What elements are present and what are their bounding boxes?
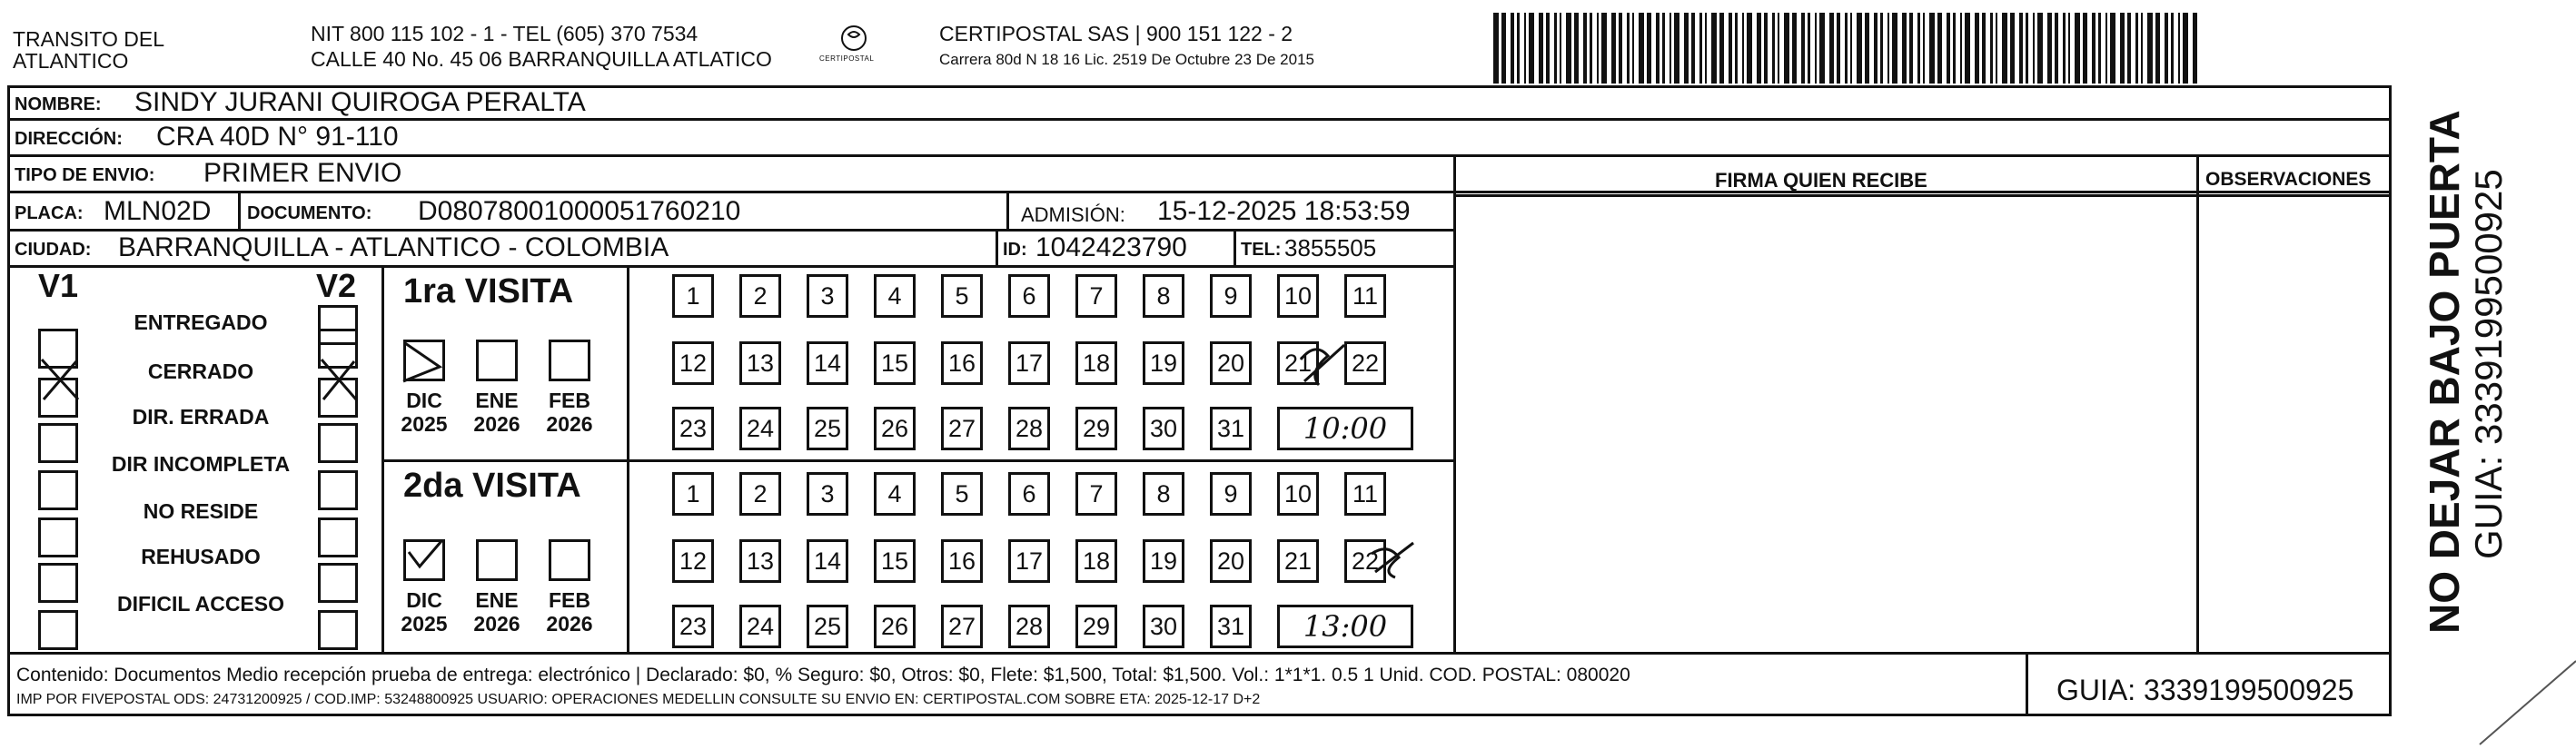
second-day-box[interactable]: 7 [1075,472,1117,516]
first-day-box[interactable]: 30 [1143,407,1184,450]
tipo-envio-label: TIPO DE ENVIO: [15,165,155,185]
footer-imp: IMP POR FIVEPOSTAL ODS: 24731200925 / COD.IMP: 53248800925 USUARIO: OPERACIONES MEDELLIN CONSULTE SU ENVIO EN: CERTIPOSTAL.COM SOBRE ETA: 2025-12-17 D+2 [16,692,1261,707]
placa-value: MLN02D [104,196,212,226]
first-day-box[interactable]: 15 [874,341,916,385]
second-day-box[interactable]: 16 [941,539,983,583]
first-day-box[interactable]: 27 [941,407,983,450]
first-month-label: ENE [475,389,519,412]
second-month-label: FEB [549,588,590,612]
first-day-box[interactable]: 23 [672,407,714,450]
first-day-box[interactable]: 4 [874,274,916,318]
status-label: NO RESIDE [143,499,259,523]
first-day-box[interactable]: 26 [874,407,916,450]
second-day-box[interactable]: 10 [1277,472,1319,516]
placa-label: PLACA: [15,203,84,223]
ciudad-label: CIUDAD: [15,240,92,260]
first-visit-title: 1ra VISITA [403,272,574,310]
second-dic-mark [409,541,441,567]
first-day-box[interactable]: 28 [1008,407,1050,450]
ciudad-value: BARRANQUILLA - ATLANTICO - COLOMBIA [118,232,669,262]
admision-label: ADMISIÓN: [1021,203,1125,226]
first-dic-mark [403,343,440,381]
second-year-label: 2025 [401,612,448,636]
second-visit-title: 2da VISITA [403,467,581,505]
second-day-box[interactable]: 14 [807,539,848,583]
first-year-label: 2025 [401,412,448,436]
side-guia: GUIA: 3339199500925 [2467,169,2510,559]
first-day-box[interactable]: 24 [739,407,781,450]
first-day-box[interactable]: 3 [807,274,848,318]
first-time-box[interactable]: 10:00 [1277,407,1413,450]
first-day-box[interactable]: 19 [1143,341,1184,385]
first-day-box[interactable]: 21 [1277,341,1319,385]
second-day-box[interactable]: 3 [807,472,848,516]
second-day-box[interactable]: 11 [1344,472,1386,516]
second-day-box[interactable]: 26 [874,605,916,648]
second-day-box[interactable]: 31 [1210,605,1252,648]
footer-contenido: Contenido: Documentos Medio recepción prueba de entrega: electrónico | Declarado: $0, % Seguro: $0, Otros: $0, Flete: $1,500, Total: $1,500. Vol.: 1*1*1. 0.5 1 Unid. COD. POSTAL: 080020 [16,665,1630,685]
first-day-box[interactable]: 8 [1143,274,1184,318]
footer-guia: GUIA: 3339199500925 [2056,674,2354,706]
first-year-label: 2026 [546,412,593,436]
second-day-box[interactable]: 9 [1210,472,1252,516]
firma-header: FIRMA QUIEN RECIBE [1715,169,1927,192]
second-day-box[interactable]: 25 [807,605,848,648]
first-day-box[interactable]: 10 [1277,274,1319,318]
status-label: REHUSADO [141,545,261,568]
second-day-box[interactable]: 6 [1008,472,1050,516]
v1-label: V1 [38,267,79,304]
second-day-box[interactable]: 12 [672,539,714,583]
second-month-label: DIC [406,588,442,612]
admision-value: 15-12-2025 18:53:59 [1157,196,1411,226]
nombre-label: NOMBRE: [15,94,102,114]
first-day-box[interactable]: 6 [1008,274,1050,318]
first-day-box[interactable]: 29 [1075,407,1117,450]
first-day-box[interactable]: 12 [672,341,714,385]
id-label: ID: [1003,240,1027,260]
direccion-label: DIRECCIÓN: [15,129,123,149]
status-label: DIFICIL ACCESO [116,592,284,616]
first-day-box[interactable]: 9 [1210,274,1252,318]
license-text: Carrera 80d N 18 16 Lic. 2519 De Octubre 23 De 2015 [939,51,1314,68]
v2-cerrado-mark [322,360,356,399]
second-day-box[interactable]: 22 [1344,539,1386,583]
second-day-box[interactable]: 28 [1008,605,1050,648]
second-day-box[interactable]: 8 [1143,472,1184,516]
company-name-line2: ATLANTICO [13,49,129,73]
first-day-box[interactable]: 1 [672,274,714,318]
tipo-envio: PRIMER ENVIO [203,158,402,188]
first-day-box[interactable]: 18 [1075,341,1117,385]
second-day-box[interactable]: 21 [1277,539,1319,583]
second-day-box[interactable]: 18 [1075,539,1117,583]
first-month-label: FEB [549,389,590,412]
documento-value: D08078001000051760210 [418,196,741,226]
observaciones-header: OBSERVACIONES [2205,169,2372,190]
first-day-box[interactable]: 14 [807,341,848,385]
first-day-box[interactable]: 22 [1344,341,1386,385]
first-day-box[interactable]: 2 [739,274,781,318]
second-month-label: ENE [475,588,519,612]
v1-cerrado-mark [42,360,78,399]
first-day-box[interactable]: 20 [1210,341,1252,385]
recipient-name: SINDY JURANI QUIROGA PERALTA [134,87,586,117]
first-year-label: 2026 [473,412,520,436]
id-value: 1042423790 [1035,232,1187,262]
status-label: CERRADO [147,360,254,383]
v2-label: V2 [316,267,357,304]
second-day-box[interactable]: 23 [672,605,714,648]
second-year-label: 2026 [473,612,520,636]
first-day-box[interactable]: 5 [941,274,983,318]
second-day-box[interactable]: 1 [672,472,714,516]
status-label: DIR. ERRADA [132,405,270,429]
first-day-box[interactable]: 25 [807,407,848,450]
company-name-line1: TRANSITO DEL [13,27,164,51]
company-address: CALLE 40 No. 45 06 BARRANQUILLA ATLATICO [311,47,772,71]
second-day-box[interactable]: 17 [1008,539,1050,583]
second-day-box[interactable]: 15 [874,539,916,583]
first-day-21-mark [1301,345,1344,385]
second-day-box[interactable]: 24 [739,605,781,648]
second-day-box[interactable]: 27 [941,605,983,648]
first-day-box[interactable]: 31 [1210,407,1252,450]
tel-label: TEL: [1241,240,1282,260]
status-label: ENTREGADO [134,310,268,334]
logo-wordmark: CERTIPOSTAL [819,54,875,63]
first-day-box[interactable]: 11 [1344,274,1386,318]
second-day-box[interactable]: 4 [874,472,916,516]
first-day-box[interactable]: 13 [739,341,781,385]
documento-label: DOCUMENTO: [247,203,372,223]
page-fold [2452,654,2576,749]
second-day-box[interactable]: 20 [1210,539,1252,583]
second-day-box[interactable]: 2 [739,472,781,516]
first-day-box[interactable]: 7 [1075,274,1117,318]
status-label: DIR INCOMPLETA [111,452,291,476]
second-day-box[interactable]: 19 [1143,539,1184,583]
second-day-box[interactable]: 30 [1143,605,1184,648]
recipient-address: CRA 40D N° 91-110 [156,122,399,152]
first-day-box[interactable]: 17 [1008,341,1050,385]
first-day-box[interactable]: 16 [941,341,983,385]
second-day-22-mark [1372,543,1413,577]
second-year-label: 2026 [546,612,593,636]
second-day-box[interactable]: 5 [941,472,983,516]
nit-tel: NIT 800 115 102 - 1 - TEL (605) 370 7534 [311,22,698,45]
second-day-box[interactable]: 29 [1075,605,1117,648]
first-month-label: DIC [406,389,442,412]
second-time-box[interactable]: 13:00 [1277,605,1413,648]
tel-value: 3855505 [1284,234,1377,261]
certipostal-nit: CERTIPOSTAL SAS | 900 151 122 - 2 [939,22,1293,45]
second-day-box[interactable]: 13 [739,539,781,583]
side-warning: NO DEJAR BAJO PUERTA [2421,110,2468,634]
